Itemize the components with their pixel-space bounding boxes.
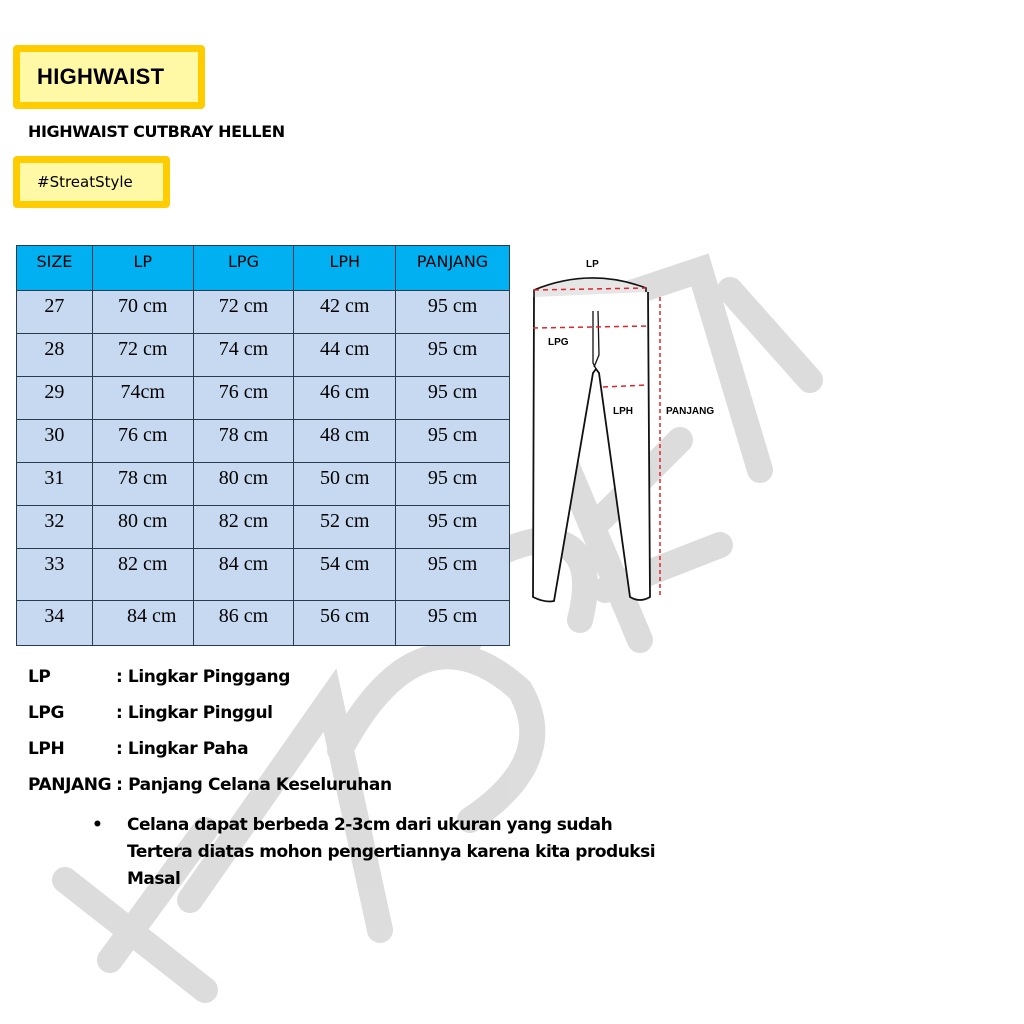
table-row [17,463,510,506]
cell-lp: 72 cm [92,334,193,377]
table-row [17,334,510,377]
style-tag [13,156,170,208]
cell-size: 32 [17,506,93,549]
legend-key: PANJANG [28,775,112,795]
cell-lpg: 80 cm [193,463,294,506]
pants-diagram [520,245,740,615]
cell-lpg: 72 cm [193,291,294,334]
note-line: Celana dapat berbeda 2-3cm dari ukuran yang sudah [127,815,613,835]
cell-panjang: 95 cm [396,291,510,334]
watermark-stroke [730,290,810,380]
column-header-lpg: LPG [193,246,294,291]
legend-value: : Lingkar Pinggul [116,703,273,723]
legend-value: : Lingkar Paha [116,739,249,759]
note-line: Tertera diatas mohon pengertiannya karena kita produksi [127,842,656,862]
cell-size: 27 [17,291,93,334]
cell-lpg: 74 cm [193,334,294,377]
legend-item-lph [28,739,248,759]
cell-size: 30 [17,420,93,463]
table-row [17,549,510,601]
note [92,812,707,893]
table-row [17,377,510,420]
column-header-panjang: PANJANG [396,246,510,291]
cell-lp: 82 cm [92,549,193,601]
legend-item-lp [28,667,290,687]
diagram-label-lph: LPH [613,406,633,417]
cell-panjang: 95 cm [396,601,510,646]
column-header-lph: LPH [294,246,396,291]
cell-lp: 70 cm [92,291,193,334]
category-tag [13,45,205,109]
note-line: Masal [127,869,181,889]
table-row [17,506,510,549]
category-tag-label: HIGHWAIST [37,64,165,89]
diagram-label-panjang: PANJANG [666,406,715,417]
legend-key: LP [28,667,51,687]
cell-lph: 50 cm [294,463,396,506]
product-title: HIGHWAIST CUTBRAY HELLEN [28,122,285,141]
table-row [17,420,510,463]
table-header-row [17,246,510,291]
legend-item-lpg [28,703,273,723]
table-row [17,601,510,646]
cell-panjang: 95 cm [396,549,510,601]
cell-lph: 56 cm [294,601,396,646]
cell-lp: 84 cm [92,601,193,646]
cell-lpg: 76 cm [193,377,294,420]
cell-size: 28 [17,334,93,377]
cell-lp: 76 cm [92,420,193,463]
cell-size: 33 [17,549,93,601]
table-row [17,291,510,334]
diagram-label-lp: LP [586,259,599,270]
cell-panjang: 95 cm [396,506,510,549]
cell-panjang: 95 cm [396,463,510,506]
cell-lpg: 86 cm [193,601,294,646]
cell-lp: 80 cm [92,506,193,549]
cell-panjang: 95 cm [396,334,510,377]
cell-lpg: 82 cm [193,506,294,549]
cell-lp: 78 cm [92,463,193,506]
cell-lpg: 84 cm [193,549,294,601]
cell-size: 31 [17,463,93,506]
legend-key: LPG [28,703,65,723]
bullet-icon: • [92,815,103,835]
cell-panjang: 95 cm [396,420,510,463]
watermark-stroke [340,656,532,820]
legend-value: : Panjang Celana Keseluruhan [116,775,392,795]
cell-lph: 44 cm [294,334,396,377]
cell-size: 34 [17,601,93,646]
column-header-size: SIZE [17,246,93,291]
legend-item-panjang [28,775,392,795]
column-header-lp: LP [92,246,193,291]
watermark-stroke [65,880,205,990]
cell-lph: 54 cm [294,549,396,601]
cell-lp: 74cm [92,377,193,420]
cell-panjang: 95 cm [396,377,510,420]
cell-lph: 42 cm [294,291,396,334]
legend-value: : Lingkar Pinggang [116,667,290,687]
style-tag-label: #StreatStyle [37,173,133,191]
legend-key: LPH [28,739,65,759]
cell-lph: 46 cm [294,377,396,420]
size-table [16,245,510,646]
cell-lpg: 78 cm [193,420,294,463]
cell-lph: 52 cm [294,506,396,549]
cell-size: 29 [17,377,93,420]
diagram-label-lpg: LPG [548,337,569,348]
cell-lph: 48 cm [294,420,396,463]
